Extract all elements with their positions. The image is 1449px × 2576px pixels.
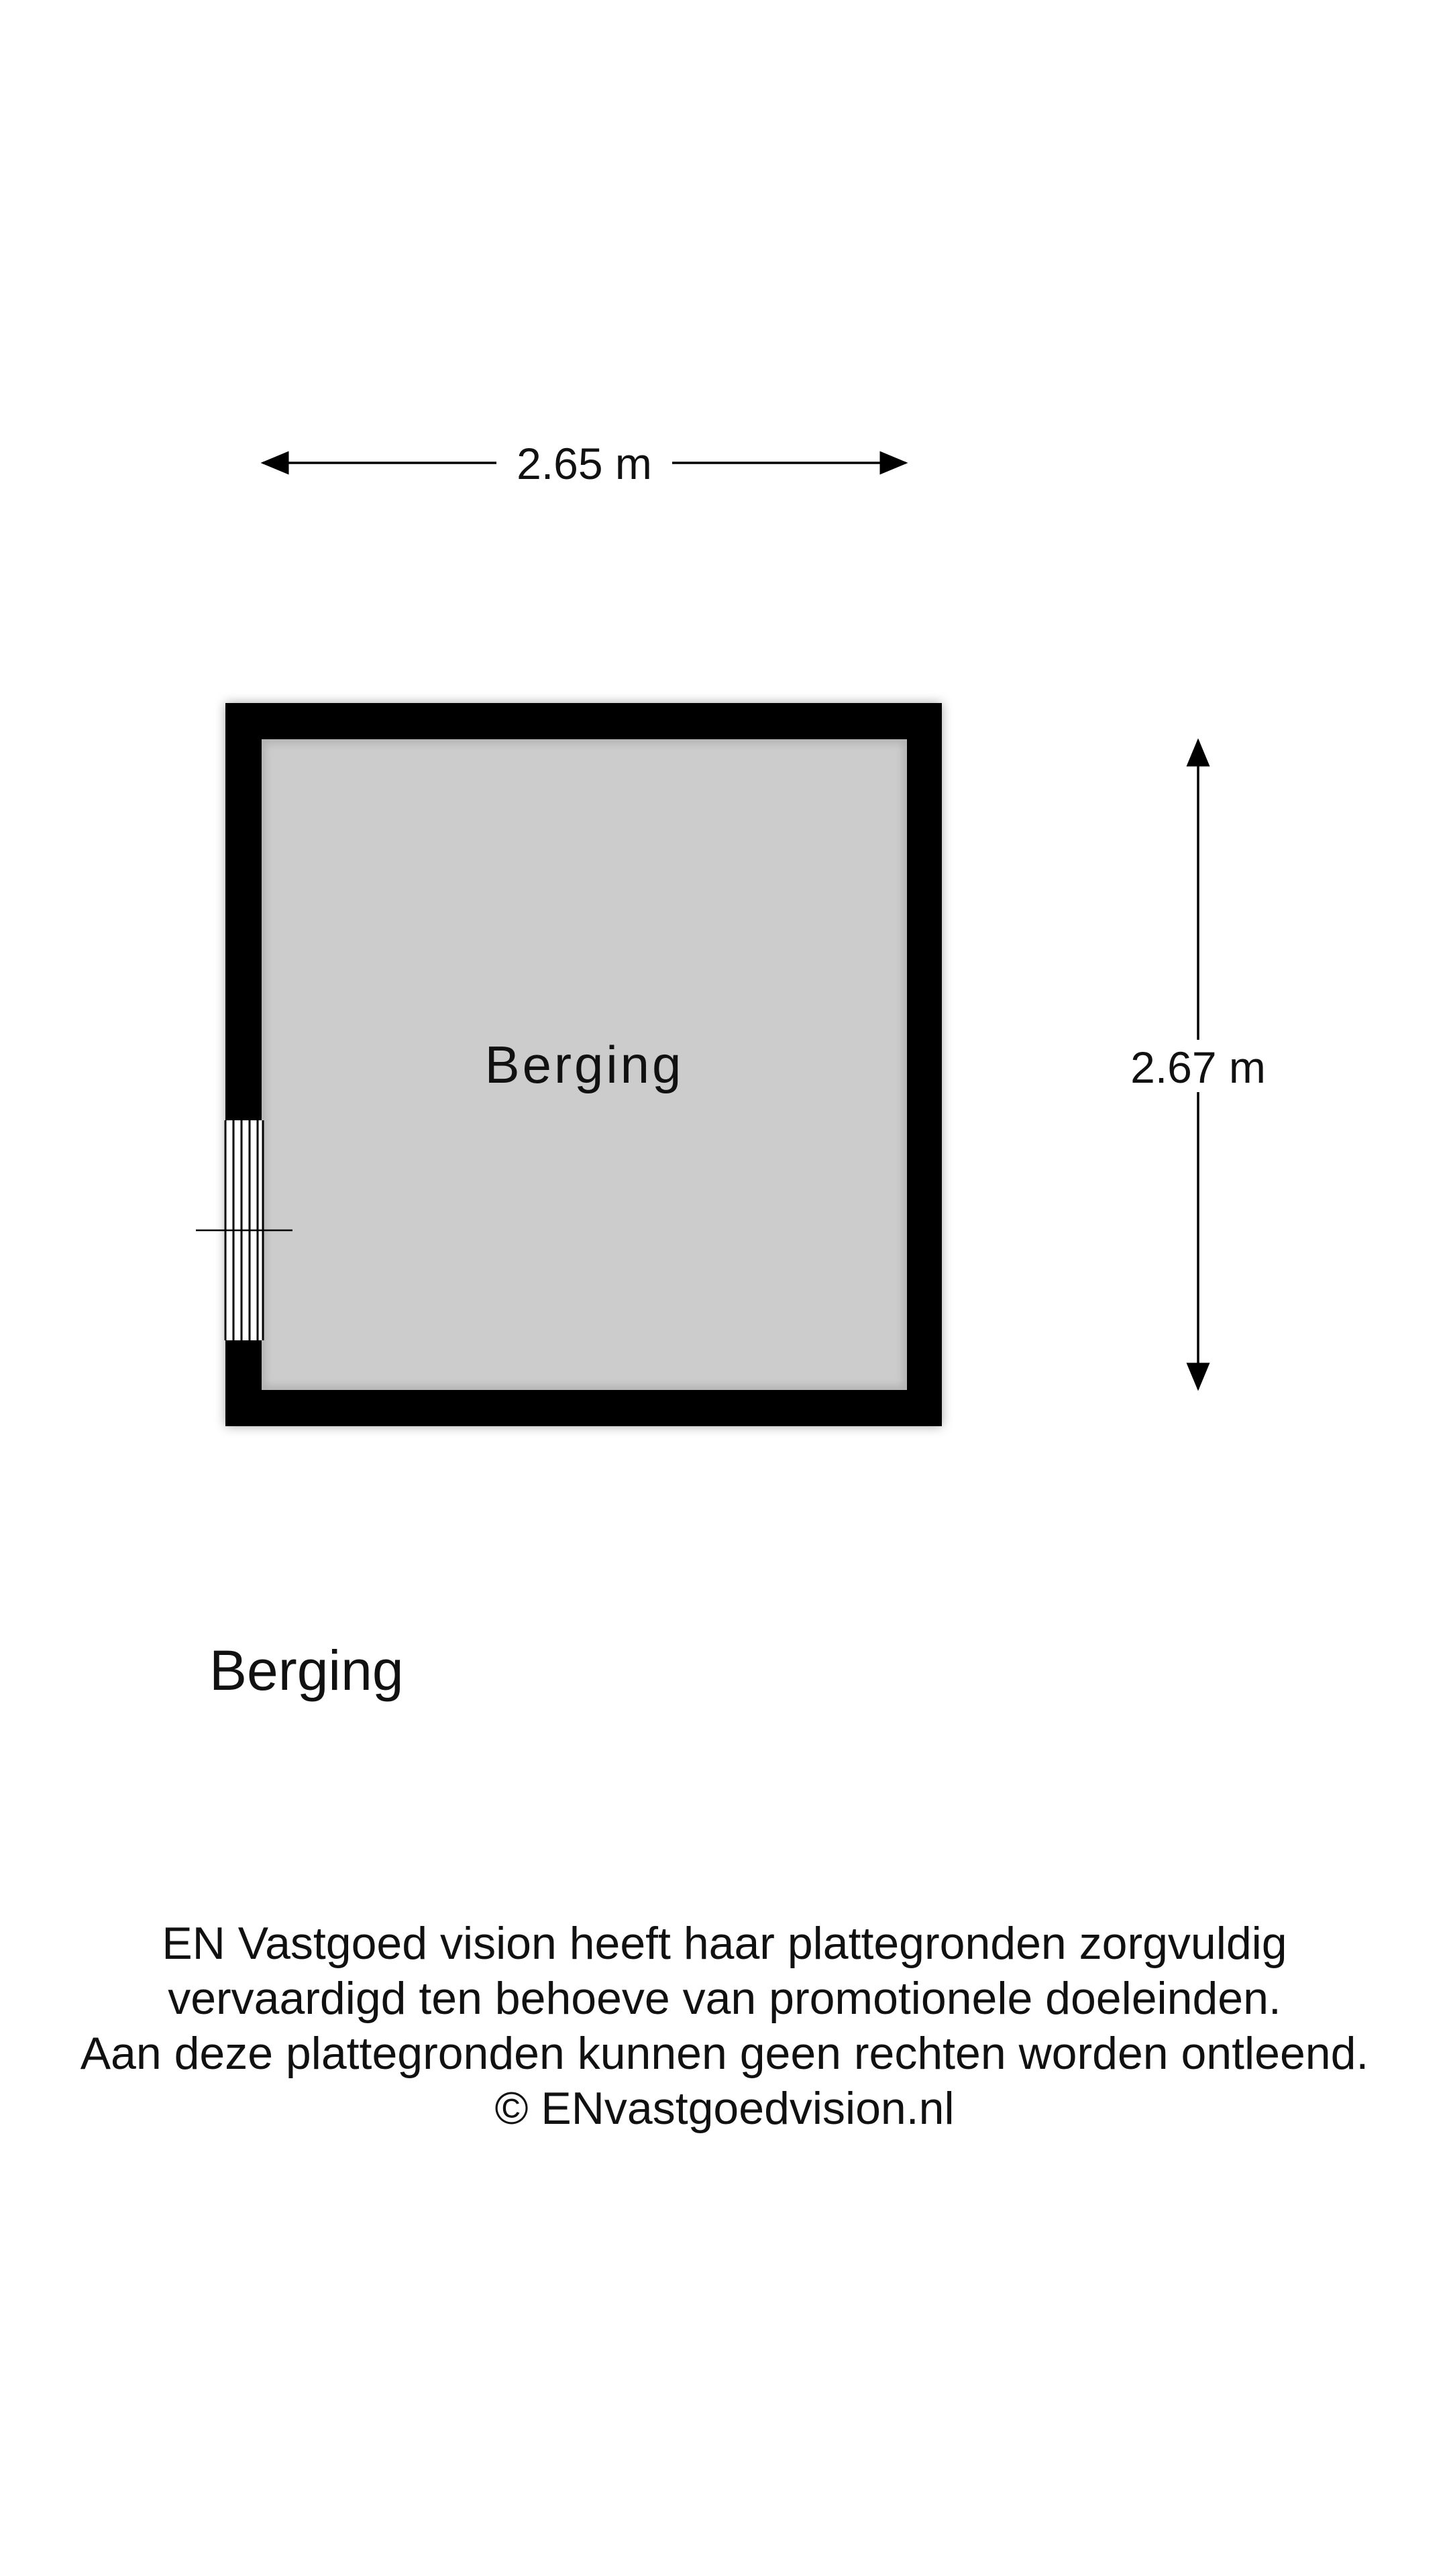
disclaimer bbox=[0, 1916, 1449, 2136]
disclaimer-line: Aan deze plattegronden kunnen geen rechten worden ontleend. bbox=[80, 2028, 1369, 2079]
height-dimension-label: 2.67 m bbox=[1130, 1042, 1266, 1092]
copyright-line: © ENvastgoedvision.nl bbox=[494, 2083, 955, 2134]
height-dimension bbox=[1130, 741, 1266, 1389]
width-dimension bbox=[263, 439, 906, 488]
width-dimension-label: 2.65 m bbox=[517, 439, 652, 488]
disclaimer-line: vervaardigd ten behoeve van promotionele doeleinden. bbox=[168, 1973, 1281, 2024]
disclaimer-line: EN Vastgoed vision heeft haar plattegronden zorgvuldig bbox=[162, 1918, 1287, 1969]
room-berging bbox=[196, 703, 942, 1426]
floor-title: Berging bbox=[209, 1639, 404, 1702]
room-label: Berging bbox=[484, 1035, 684, 1094]
